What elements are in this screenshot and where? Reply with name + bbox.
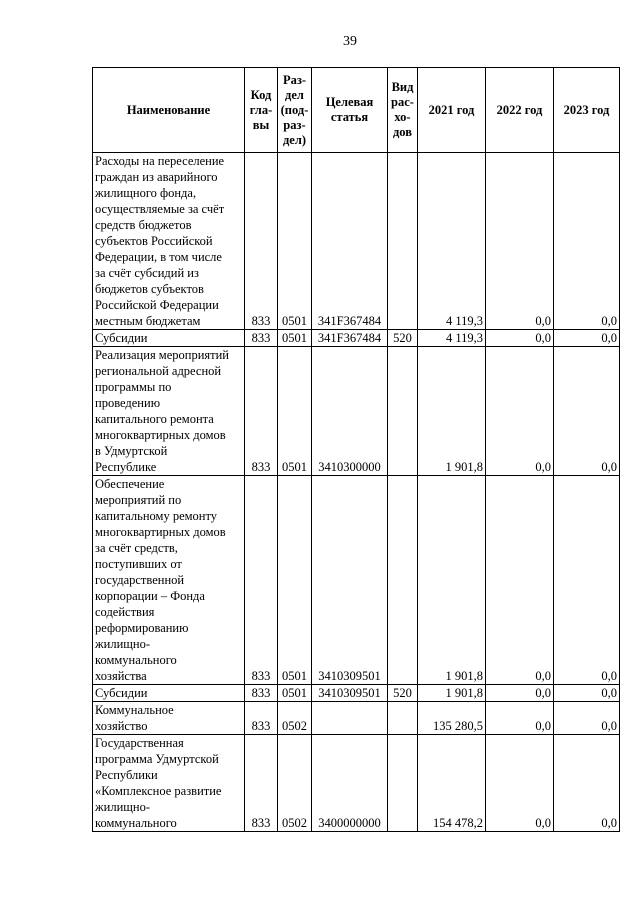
table-row bbox=[93, 347, 620, 476]
row-section: 0501 bbox=[278, 347, 312, 476]
row-chapter: 833 bbox=[245, 735, 278, 832]
row-chapter: 833 bbox=[245, 702, 278, 735]
row-2022: 0,0 bbox=[486, 702, 554, 735]
page-number: 39 bbox=[343, 34, 357, 49]
row-2023: 0,0 bbox=[554, 685, 620, 702]
row-name: Субсидии bbox=[93, 685, 245, 702]
row-expense bbox=[388, 347, 418, 476]
row-target: 341F367484 bbox=[312, 330, 388, 347]
row-2023: 0,0 bbox=[554, 476, 620, 685]
header-2022: 2022 год bbox=[486, 68, 554, 153]
row-chapter: 833 bbox=[245, 153, 278, 330]
table-row bbox=[93, 735, 620, 832]
row-2023: 0,0 bbox=[554, 735, 620, 832]
row-expense bbox=[388, 153, 418, 330]
row-2022: 0,0 bbox=[486, 347, 554, 476]
row-target: 3410300000 bbox=[312, 347, 388, 476]
table-row bbox=[93, 685, 620, 702]
table-row bbox=[93, 330, 620, 347]
row-name: Субсидии bbox=[93, 330, 245, 347]
table-header-row bbox=[93, 68, 620, 153]
header-expense-type: Вид рас- хо- дов bbox=[388, 68, 418, 153]
row-target: 341F367484 bbox=[312, 153, 388, 330]
row-name: Коммунальное хозяйство bbox=[93, 702, 245, 735]
header-2023: 2023 год bbox=[554, 68, 620, 153]
row-2022: 0,0 bbox=[486, 685, 554, 702]
row-name: Государственная программа Удмуртской Республики «Комплексное развитие жилищно- коммунального bbox=[93, 735, 245, 832]
row-section: 0501 bbox=[278, 685, 312, 702]
header-target-article: Целевая статья bbox=[312, 68, 388, 153]
row-chapter: 833 bbox=[245, 347, 278, 476]
row-expense bbox=[388, 476, 418, 685]
row-2021: 1 901,8 bbox=[418, 476, 486, 685]
row-name: Расходы на переселение граждан из аварийного жилищного фонда, осуществляемые за счёт средств бюджетов субъектов Российской Федерации, в том числе за счёт субсидий из бюджетов субъектов Российской Федерации местным бюджетам bbox=[93, 153, 245, 330]
table-row bbox=[93, 153, 620, 330]
row-section: 0501 bbox=[278, 476, 312, 685]
row-section: 0501 bbox=[278, 153, 312, 330]
row-target: 3400000000 bbox=[312, 735, 388, 832]
row-2023: 0,0 bbox=[554, 330, 620, 347]
row-2022: 0,0 bbox=[486, 735, 554, 832]
row-section: 0502 bbox=[278, 702, 312, 735]
row-expense: 520 bbox=[388, 330, 418, 347]
row-expense: 520 bbox=[388, 685, 418, 702]
row-chapter: 833 bbox=[245, 685, 278, 702]
row-2021: 135 280,5 bbox=[418, 702, 486, 735]
row-2021: 1 901,8 bbox=[418, 347, 486, 476]
row-chapter: 833 bbox=[245, 476, 278, 685]
row-section: 0501 bbox=[278, 330, 312, 347]
row-2021: 154 478,2 bbox=[418, 735, 486, 832]
row-2022: 0,0 bbox=[486, 153, 554, 330]
row-expense bbox=[388, 735, 418, 832]
row-name: Обеспечение мероприятий по капитальному ремонту многоквартирных домов за счёт средств, поступивших от государственной корпорации – Фонда содействия реформированию жилищно- коммунального хозяйства bbox=[93, 476, 245, 685]
row-2023: 0,0 bbox=[554, 347, 620, 476]
row-expense bbox=[388, 702, 418, 735]
row-2023: 0,0 bbox=[554, 702, 620, 735]
row-2021: 1 901,8 bbox=[418, 685, 486, 702]
row-section: 0502 bbox=[278, 735, 312, 832]
header-name: Наименование bbox=[93, 68, 245, 153]
table-row bbox=[93, 476, 620, 685]
budget-table bbox=[92, 67, 620, 832]
row-2021: 4 119,3 bbox=[418, 330, 486, 347]
row-2023: 0,0 bbox=[554, 153, 620, 330]
header-chapter-code: Код гла- вы bbox=[245, 68, 278, 153]
row-target: 3410309501 bbox=[312, 476, 388, 685]
row-chapter: 833 bbox=[245, 330, 278, 347]
row-target: 3410309501 bbox=[312, 685, 388, 702]
row-name: Реализация мероприятий региональной адресной программы по проведению капитального ремонта многоквартирных домов в Удмуртской Республике bbox=[93, 347, 245, 476]
row-2021: 4 119,3 bbox=[418, 153, 486, 330]
table-row bbox=[93, 702, 620, 735]
row-2022: 0,0 bbox=[486, 330, 554, 347]
row-target bbox=[312, 702, 388, 735]
row-2022: 0,0 bbox=[486, 476, 554, 685]
header-2021: 2021 год bbox=[418, 68, 486, 153]
header-section: Раз- дел (под- раз- дел) bbox=[278, 68, 312, 153]
